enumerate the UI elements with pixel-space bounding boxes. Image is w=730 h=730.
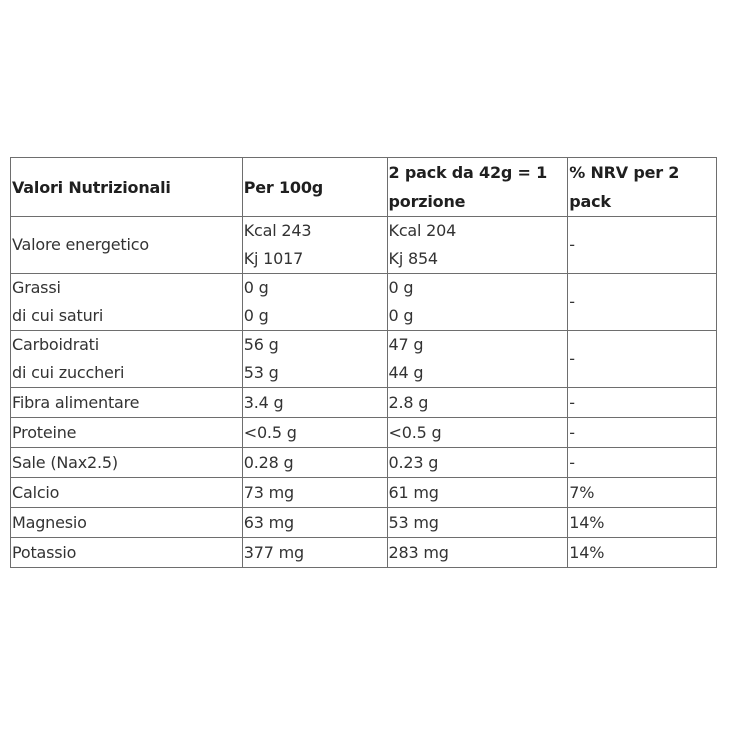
value-per-portion: 0.23 g [387, 448, 568, 478]
header-per-portion: 2 pack da 42g = 1 porzione [387, 158, 568, 217]
nutrient-name: Valore energetico [11, 217, 243, 274]
header-per-100g: Per 100g [242, 158, 387, 217]
value-per-100g: 73 mg [242, 478, 387, 508]
table-row [11, 448, 717, 478]
value-per-portion: 2.8 g [387, 388, 568, 418]
value-per-100g: 377 mg [242, 538, 387, 568]
table-row [11, 508, 717, 538]
value-per-100g: 0.28 g [242, 448, 387, 478]
value-nrv: - [568, 418, 717, 448]
table-row [11, 418, 717, 448]
value-per-100g: <0.5 g [242, 418, 387, 448]
value-nrv: - [568, 388, 717, 418]
table-row [11, 478, 717, 508]
value-nrv: 14% [568, 508, 717, 538]
value-per-portion: 53 mg [387, 508, 568, 538]
nutrient-name: Proteine [11, 418, 243, 448]
value-per-100g: 3.4 g [242, 388, 387, 418]
nutrient-name: Carboidrati di cui zuccheri [11, 331, 243, 388]
nutrition-table [10, 157, 717, 568]
header-row [11, 158, 717, 217]
nutrient-name: Potassio [11, 538, 243, 568]
value-per-portion: 61 mg [387, 478, 568, 508]
header-nutrient: Valori Nutrizionali [11, 158, 243, 217]
table-row [11, 331, 717, 388]
table-row [11, 388, 717, 418]
value-per-portion: 0 g 0 g [387, 274, 568, 331]
value-per-100g: 63 mg [242, 508, 387, 538]
value-nrv: 7% [568, 478, 717, 508]
value-per-100g: Kcal 243 Kj 1017 [242, 217, 387, 274]
value-per-100g: 56 g 53 g [242, 331, 387, 388]
nutrient-name: Fibra alimentare [11, 388, 243, 418]
table-row [11, 538, 717, 568]
value-nrv: - [568, 331, 717, 388]
nutrient-name: Grassi di cui saturi [11, 274, 243, 331]
value-per-portion: 283 mg [387, 538, 568, 568]
nutrient-name: Calcio [11, 478, 243, 508]
value-nrv: - [568, 274, 717, 331]
header-nrv: % NRV per 2 pack [568, 158, 717, 217]
table-row [11, 217, 717, 274]
value-nrv: - [568, 448, 717, 478]
value-per-100g: 0 g 0 g [242, 274, 387, 331]
value-nrv: 14% [568, 538, 717, 568]
nutrient-name: Sale (Nax2.5) [11, 448, 243, 478]
table-row [11, 274, 717, 331]
value-per-portion: <0.5 g [387, 418, 568, 448]
value-per-portion: 47 g 44 g [387, 331, 568, 388]
value-per-portion: Kcal 204 Kj 854 [387, 217, 568, 274]
nutrient-name: Magnesio [11, 508, 243, 538]
value-nrv: - [568, 217, 717, 274]
